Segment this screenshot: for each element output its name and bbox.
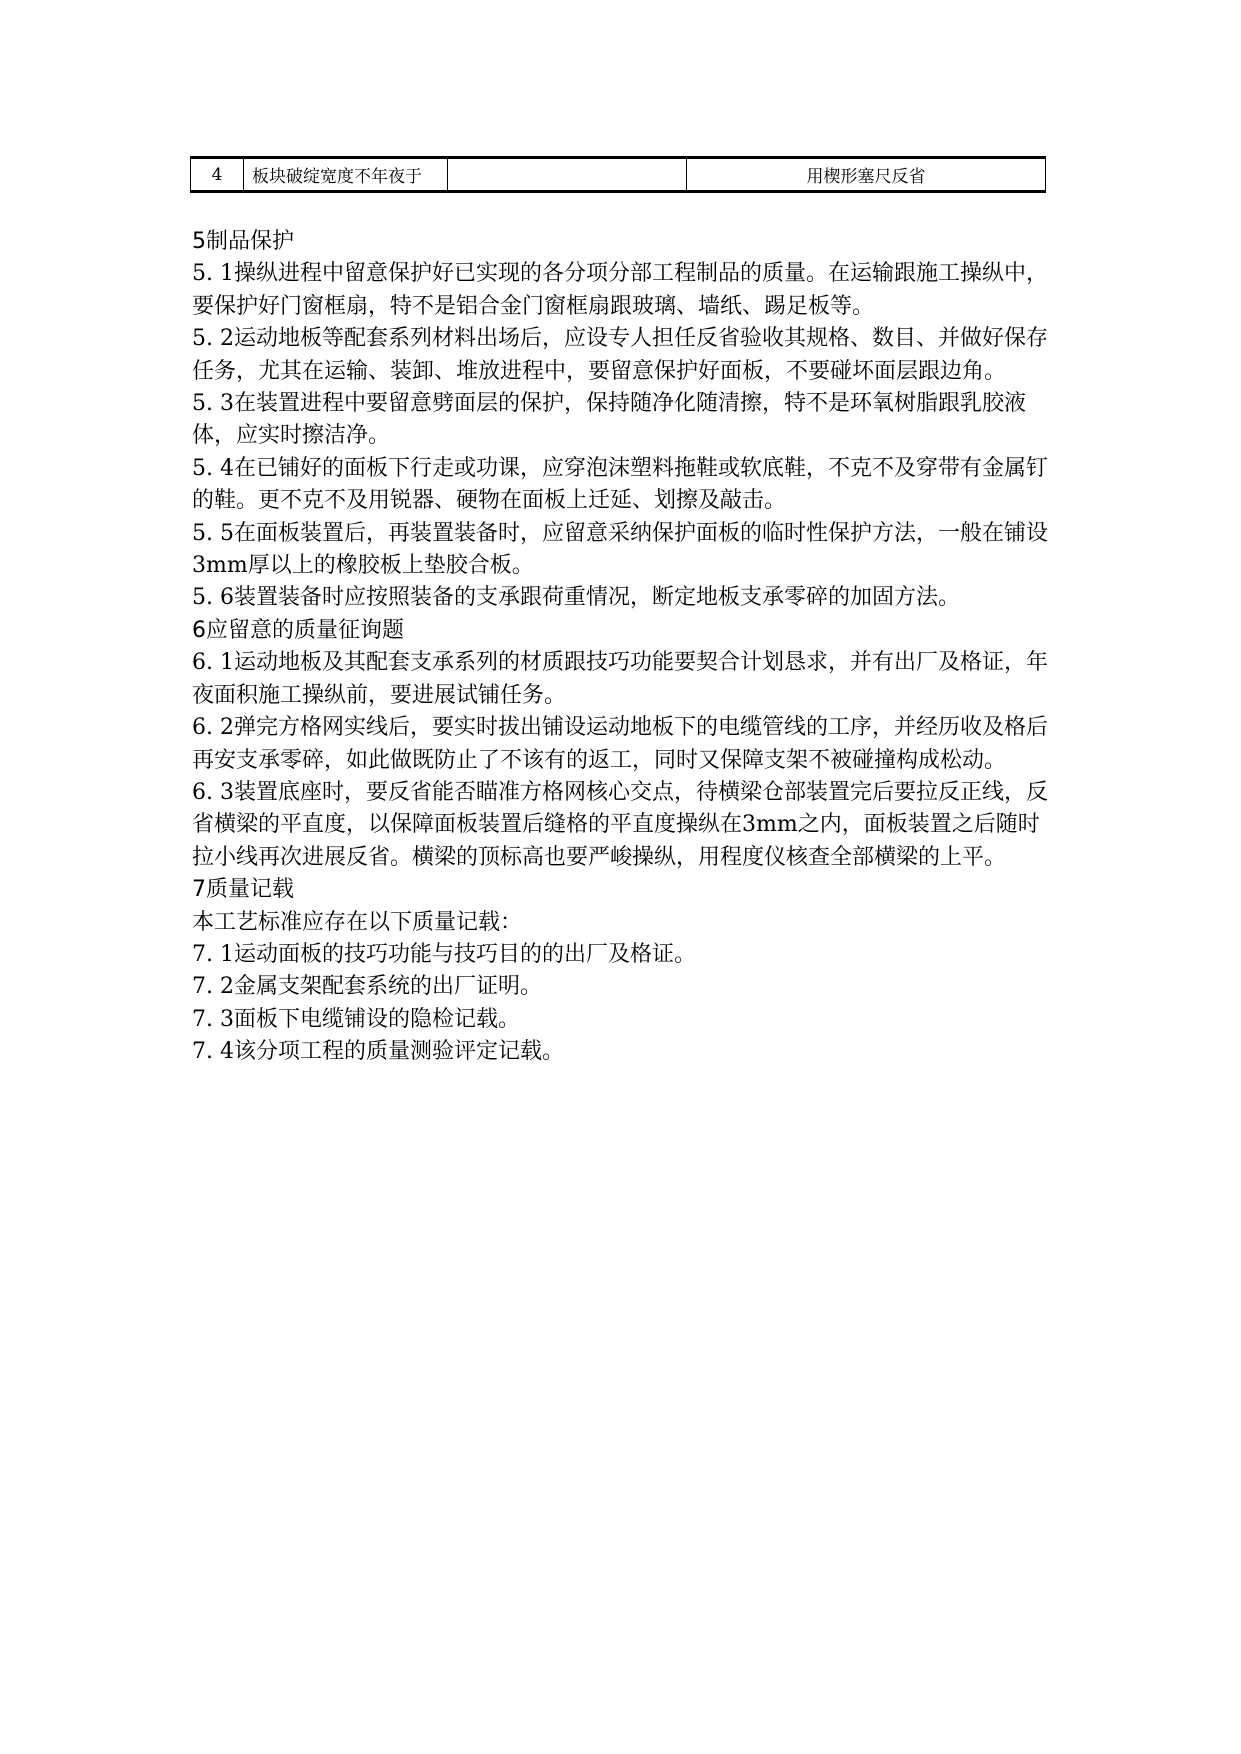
paragraph-5-6: 5. 6装置装备时应按照装备的支承跟荷重情况，断定地板支承零碎的加固方法。 xyxy=(192,585,960,611)
document-body xyxy=(192,226,1048,1069)
table-cell-item: 板块破绽宽度不年夜于 xyxy=(244,158,448,192)
inspection-table xyxy=(190,156,1046,193)
paragraph-7-3: 7. 3面板下电缆铺设的隐检记载。 xyxy=(192,1006,520,1032)
paragraph-records-intro: 本工艺标准应存在以下质量记载： xyxy=(192,909,523,935)
paragraph-6-2: 6. 2弹完方格网实线后，要实时拔出铺设运动地板下的电缆管线的工序，并经历收及格后再安支承零碎，如此做既防止了不该有的返工，同时又保障支架不被碰撞构成松动。 xyxy=(192,715,1048,773)
table-cell-number: 4 xyxy=(191,158,244,192)
section-heading-protection: 5制品保护 xyxy=(192,229,294,254)
paragraph-5-4: 5. 4在已铺好的面板下行走或功课，应穿泡沫塑料拖鞋或软底鞋，不克不及穿带有金属钉的鞋。更不克不及用锐器、硬物在面板上迁延、划擦及敲击。 xyxy=(192,455,1048,514)
paragraph-5-2: 5. 2运动地板等配套系列材料出场后，应设专人担任反省验收其规格、数目、并做好保存任务，尤其在运输、装卸、堆放进程中，要留意保护好面板，不要碰坏面层跟边角。 xyxy=(192,326,1048,384)
section-heading-issues: 6应留意的质量征询题 xyxy=(192,617,404,643)
paragraph-7-1: 7. 1运动面板的技巧功能与技巧目的的出厂及格证。 xyxy=(192,941,696,967)
paragraph-6-1: 6. 1运动地板及其配套支承系列的材质跟技巧功能要契合计划恳求，并有出厂及格证，年夜面积施工操纵前，要进展试铺任务。 xyxy=(192,650,1048,708)
paragraph-6-3: 6. 3装置底座时，要反省能否瞄准方格网核心交点，待横梁仓部装置完后要拉反正线，反省横梁的平直度，以保障面板装置后缝格的平直度操纵在3mm之内，面板装置之后随时拉小线再次进展反省。横梁的顶标高也要严峻操纵，用程度仪核查全部横梁的上平。 xyxy=(192,779,1048,870)
table-cell-standard xyxy=(448,158,687,192)
paragraph-7-4: 7. 4该分项工程的质量测验评定记载。 xyxy=(192,1039,564,1065)
paragraph-5-5: 5. 5在面板装置后，再装置装备时，应留意采纳保护面板的临时性保护方法，一般在铺设3mm厚以上的橡胶板上垫胶合板。 xyxy=(192,520,1048,579)
section-heading-records: 7质量记载 xyxy=(192,877,294,903)
paragraph-7-2: 7. 2金属支架配套系统的出厂证明。 xyxy=(192,974,542,1000)
table-cell-method: 用楔形塞尺反省 xyxy=(687,158,1046,192)
paragraph-5-3: 5. 3在装置进程中要留意劈面层的保护，保持随净化随清擦，特不是环氧树脂跟乳胶液体，应实时擦洁净。 xyxy=(192,391,1026,449)
paragraph-5-1: 5. 1操纵进程中留意保护好已实现的各分项分部工程制品的质量。在运输跟施工操纵中，要保护好门窗框扇，特不是铝合金门窗框扇跟玻璃、墙纸、踢足板等。 xyxy=(192,261,1048,319)
table-row xyxy=(191,158,1046,192)
